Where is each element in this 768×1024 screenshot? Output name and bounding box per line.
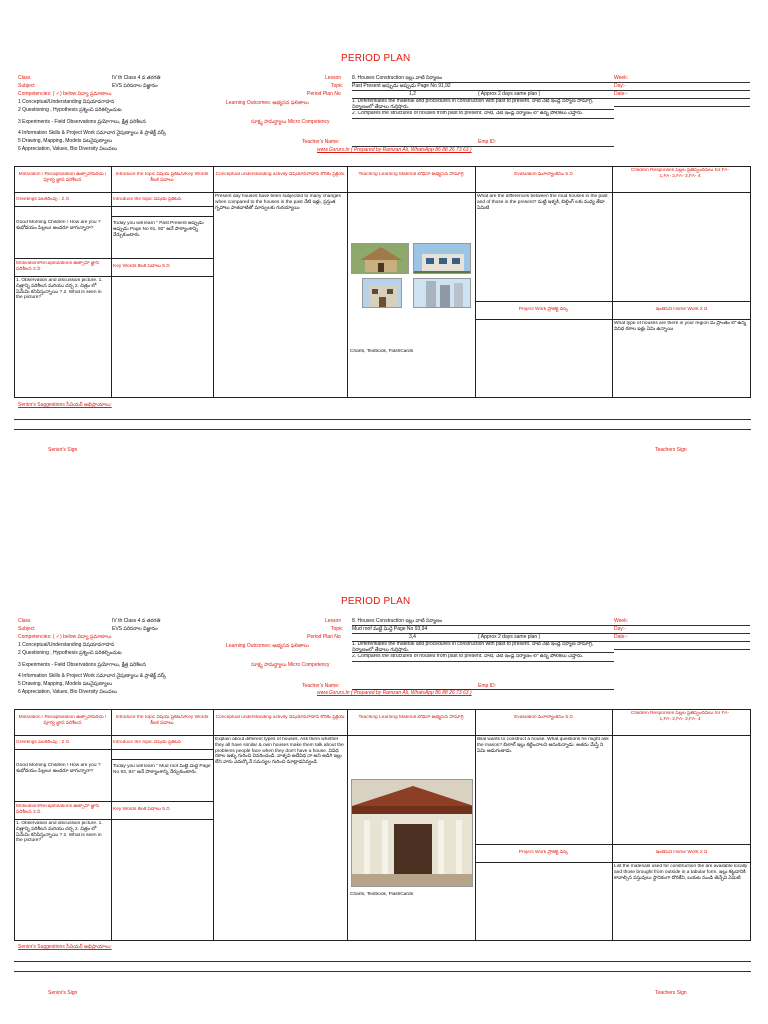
learning-outcome-1: 1. Differentiates the material and procedures in construction with past to present. నాటి నేటి ఇండ్ల నిర్మాణ సామాగ్రి, నిర్మాణంలో తేడాలు గుర్తిస్తారు. (352, 642, 594, 652)
house-photo-towers (413, 278, 471, 308)
credit-link[interactable]: www.Gsrurs.In ( Prepared by Ramzan Ali, WhatsApp 86 88 26 73 63 ) (317, 690, 472, 696)
motivation-label: Motivation/Recapitulations ఉత్సాహ జ్ఞాన పరిశీలన 3 ని (16, 804, 99, 815)
subject-label: Subject (18, 83, 35, 89)
subject-value: EVS పరిసరాల విజ్ఞానం (112, 626, 158, 632)
period-plan-no-value: 3,4 (409, 634, 416, 640)
date-label: Date:- (614, 91, 628, 97)
competency-item: 2 Questioning , Hypothesis ప్రశ్నించి పరికల్పించుట (18, 650, 122, 656)
house-photo-modern (413, 243, 471, 274)
micro-competency-label: సూక్ష్మ సామర్థ్యాలు Micro Competency (251, 662, 330, 668)
header-introduce: Introduce the topic విషయ ప్రకటన/Key Words కీలక పదాలు (115, 715, 209, 726)
class-value: IV th Class 4 వ తరగతి (112, 75, 161, 81)
header-conceptual: Conceptual understanding activity విషయావగాహన కొరకు ప్రక్రియ (215, 715, 345, 720)
teacher-name-label: Teacher's Name: (302, 139, 340, 145)
home-work-text: What type of houses are there in your region మీ ప్రాంతం లో ఉన్న వివిధ రకాల ఇళ్లు ఏమి ఉన్నాయి (614, 321, 747, 332)
introduce-topic-text: Today you will learn " Past Present అప్పుడు అప్పుడు Page No 91, 92" అనే పాఠ్యాంశాన్ని నేర్చుకుంటారు. (113, 221, 204, 238)
competency-item: 4 Information Skills & Project Work సమాచార నైపుణ్యాలు & ప్రాజెక్ట్ వర్క్ (18, 673, 167, 679)
traditional-house-photo (351, 779, 473, 887)
competency-item: 1 Conceptual/Understanding విషయావగాహన (18, 99, 115, 105)
motivation-text: 1. Observation and discussion picture. 1. చిత్రాన్ని పరిశీలన మరియు చర్చ 2. చిత్రం లో ఏమేమి కనిపిస్తున్నాయి ? 2. What is seen in the picture? (16, 278, 103, 301)
conceptual-text: Explain about different types of houses. Ask them whether they all have similar & own houses make them talk about the problems people face when they don't have a house. వివిధ రకాల ఇళ్ళు గురించి వివరించండి. వాళ్ళవి అదేవిధ నా అని అడిగి ఇల్లు లేని వారు ఎదుర్కొనే సమస్యల గురించి మాట్లాడనివ్వండి (215, 737, 344, 765)
credit-link[interactable]: www.Gsrurs.In ( Prepared by Ramzan Ali, WhatsApp 86 88 26 73 63 ) (317, 147, 472, 153)
lesson-value: 8. Houses Construction ఇల్లు వాటి నిర్మాణం (352, 618, 443, 624)
header-introduce: Introduce the topic విషయ ప్రకటన/Key Words కీలక పదాలు (115, 172, 209, 183)
topic-label: Topic (331, 83, 343, 89)
header-motivation: Motivation / Recapitulation ఉత్సాహపరచు / పూర్వ జ్ఞాన పరిశీలన (18, 715, 107, 726)
home-work-label: ఇంటిపని Home Work 2 ని (655, 307, 708, 312)
header-evaluation: Evaluation మూల్యాంకనం 5 ని (514, 172, 573, 177)
house-photo-thatched (351, 243, 409, 274)
approx-note: ( Approx 2 days same plan ) (478, 91, 541, 97)
key-words-label: Key Words కీలక పదాలు 5 ని (113, 264, 170, 269)
senior-suggestions-label: Senior's Suggestions సీనియర్ అభిప్రాయాలు: (18, 944, 112, 950)
introduce-topic-label: Introduce the topic విషయ ప్రకటన (113, 197, 182, 202)
emp-id-label: Emp ID: (478, 683, 497, 689)
learning-outcomes-label: Learning Outcomes: అభ్యసన ఫలితాలు (226, 643, 309, 649)
evaluation-text: Bilal wants to construct a house. What questions he might ask the mason? బిలాల్ ఇల్లు కట్టించాలని అనుకున్నాడు. అతను మేస్త్రీ ని ఏమి అడుగుతాడు. (477, 737, 609, 754)
competency-item: 1 Conceptual/Understanding విషయావగాహన (18, 642, 115, 648)
home-work-text: List the materials used for construction the are available locally and those brought from outside in a tabular form. ఇల్లు కట్టడానికి కావాల్సిన వస్తువులు స్థానికంగా దొరికేవి, బయట నుండి తెచ్చేవి ఏమిటి (614, 864, 748, 881)
learning-outcomes-label: Learning Outcomes: అభ్యసన ఫలితాలు (226, 100, 309, 106)
subject-value: EVS పరిసరాల విజ్ఞానం (112, 83, 158, 89)
motivation-label: Motivation/Recapitulations ఉత్సాహ జ్ఞాన పరిశీలన 3 ని (16, 261, 99, 272)
motivation-text: 1. Observation and discussion picture. 1. చిత్రాన్ని పరిశీలన మరియు చర్చ 2. చిత్రం లో ఏమేమి కనిపిస్తున్నాయి ? 2. What is seen in the picture? (16, 821, 103, 844)
plan-title: PERIOD PLAN (341, 596, 411, 607)
competencies-label: Competencies: ( ✓) below విద్యా ప్రమాణాలు (18, 634, 112, 640)
class-label: Class (18, 618, 31, 624)
topic-label: Topic (331, 626, 343, 632)
period-plan-no-value: 1,2 (409, 91, 416, 97)
lesson-value: 8. Houses Construction ఇల్లు వాటి నిర్మాణం (352, 75, 443, 81)
senior-sign-label: Senior's Sign (48, 990, 78, 996)
greetings-text: Good Morning Children ! How are you ? శుభోదయం పిల్లలు! అందరూ బాగున్నారా? (16, 220, 101, 231)
lesson-label: Lesson (325, 75, 342, 81)
greetings-label: Greetings పలకరింపు : 2 ని (16, 197, 69, 202)
evaluation-text: What are the differences between the mud houses in the past and of those in the present? మట్టి ఇళ్ళకి, బిల్డింగ్ లకు మధ్య తేడా ఏమిటి (477, 194, 608, 211)
topic-value: Past Present అప్పుడు అప్పుడు Page No 91,92 (352, 83, 451, 89)
greetings-label: Greetings పలకరింపు : 2 ని (16, 740, 69, 745)
learning-outcome-2: 2. Compares the structures of houses from past to present. నాటి, నేటి ఇండ్ల నిర్మాణం లో ఉన్న పోలికలు చెప్తారు. (352, 654, 584, 659)
key-words-label: Key Words కీలక పదాలు 5 ని (113, 807, 170, 812)
conceptual-text: Present day houses have been subjected to many changes when compared to the houses in the past నేటి ఇళ్లు, ప్రస్తుత గృహాలు పాతవాటితో మార్పులకు గురయ్యాయి (215, 194, 341, 211)
introduce-topic-label: Introduce the topic విషయ ప్రకటన (113, 740, 182, 745)
header-conceptual: Conceptual understanding activity విషయావగాహన కొరకు ప్రక్రియ (215, 172, 345, 177)
competencies-label: Competencies: ( ✓) below విద్యా ప్రమాణాలు (18, 91, 112, 97)
competency-item: 5 Drawing, Mapping, Models పటనైపుణ్యాలు (18, 681, 113, 687)
emp-id-label: Emp ID: (478, 139, 497, 145)
competency-item: 6 Appreciation, Values, Bio Diversity విలువలు (18, 146, 117, 152)
teacher-sign-label: Teachers Sign (655, 990, 687, 996)
date-label: Date:- (614, 634, 628, 640)
topic-value: Mud roof మట్టి మిద్దె Page No 93,94 (352, 626, 428, 632)
home-work-label: ఇంటిపని Home Work 2 ని (655, 850, 708, 855)
header-motivation: Motivation / Recapitulation ఉత్సాహపరచు / పూర్వ జ్ఞాన పరిశీలన (18, 172, 107, 183)
teacher-name-label: Teacher's Name: (302, 683, 340, 689)
competency-item: 4 Information Skills & Project Work సమాచార నైపుణ్యాలు & ప్రాజెక్ట్ వర్క్ (18, 130, 167, 136)
teaching-material-text: Charts, Textbook, FlashCards (350, 892, 414, 897)
period-plan-no-label: Period Plan No (307, 91, 341, 97)
day-label: Day:- (614, 83, 626, 89)
header-teaching-material: Teaching Learning Material బోధనా అభ్యసన సామాగ్రి (358, 172, 464, 177)
header-children-responses: Children Responses పిల్లల ప్రతిస్పందనలు for FA- 1,FA- 2,FA- 3,FA- 4 (630, 711, 730, 722)
competency-item: 6 Appreciation, Values, Bio Diversity విలువలు (18, 689, 117, 695)
header-children-responses: Children Responses పిల్లల ప్రతిస్పందనలు for FA- 1,FA- 2,FA- 3,FA- 4 (630, 168, 730, 179)
senior-sign-label: Senior's Sign (48, 447, 78, 453)
learning-outcome-1: 1. Differentiates the material and procedures in construction with past to present. నాటి నేటి ఇండ్ల నిర్మాణ సామాగ్రి, నిర్మాణంలో తేడాలు గుర్తిస్తారు. (352, 99, 594, 109)
greetings-text: Good Morning Children ! How are you ? శుభోదయం పిల్లలు! అందరూ బాగున్నారా? (16, 763, 101, 774)
teaching-material-text: Charts, Textbook, FlashCards (350, 349, 414, 354)
lesson-label: Lesson (325, 618, 342, 624)
teacher-sign-label: Teachers Sign (655, 447, 687, 453)
introduce-topic-text: Today you will learn " Mud roof మట్టి మిద్దె Page No 93, 94" అనే పాఠ్యాంశాన్ని నేర్చుకుంటారు. (113, 764, 211, 775)
competency-item: 5 Drawing, Mapping, Models పటనైపుణ్యాలు (18, 138, 113, 144)
project-work-label: Project Work ప్రాజెక్ట్ వర్క్ (518, 307, 569, 312)
micro-competency-label: సూక్ష్మ సామర్థ్యాలు Micro Competency (251, 119, 330, 125)
week-label: Week: (614, 75, 629, 81)
learning-outcome-2: 2. Compares the structures of houses from past to present. నాటి, నేటి ఇండ్ల నిర్మాణం లో ఉన్న పోలికలు చెప్తారు. (352, 111, 584, 116)
competency-item: 3 Experiments - Field Observations ప్రయోగాలు, క్షేత్ర పరిశీలన (18, 662, 146, 668)
week-label: Week: (614, 618, 629, 624)
approx-note: ( Approx 2 days same plan ) (478, 634, 541, 640)
class-value: IV th Class 4 వ తరగతి (112, 618, 161, 624)
competency-item: 3 Experiments - Field Observations ప్రయోగాలు, క్షేత్ర పరిశీలన (18, 119, 146, 125)
class-label: Class (18, 75, 31, 81)
header-evaluation: Evaluation మూల్యాంకనం 5 ని (514, 715, 573, 720)
plan-title: PERIOD PLAN (341, 53, 411, 64)
header-teaching-material: Teaching Learning Material బోధనా అభ్యసన సామాగ్రి (358, 715, 464, 720)
subject-label: Subject (18, 626, 35, 632)
senior-suggestions-label: Senior's Suggestions సీనియర్ అభిప్రాయాలు: (18, 402, 112, 408)
day-label: Day:- (614, 626, 626, 632)
period-plan-no-label: Period Plan No (307, 634, 341, 640)
project-work-label: Project Work ప్రాజెక్ట్ వర్క్ (518, 850, 569, 855)
house-photo-building (362, 278, 402, 308)
competency-item: 2 Questioning , Hypothesis ప్రశ్నించి పరికల్పించుట (18, 107, 122, 113)
